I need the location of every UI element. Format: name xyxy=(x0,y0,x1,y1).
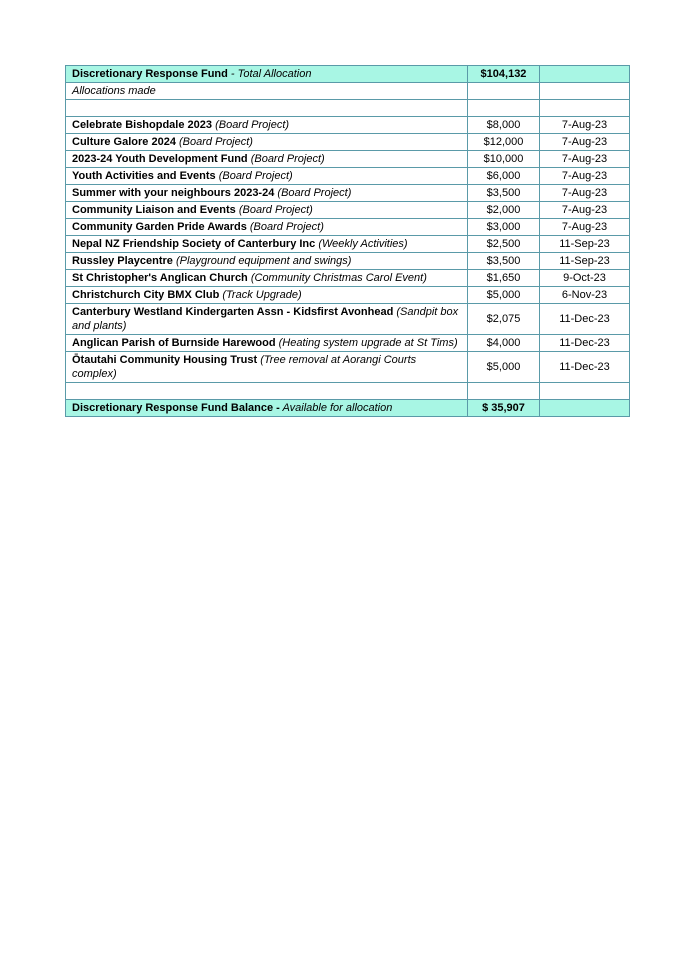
allocation-date: 11-Dec-23 xyxy=(540,304,630,335)
allocation-purpose: (Board Project) xyxy=(274,187,352,199)
allocation-recipient-cell xyxy=(66,134,468,151)
empty-cell xyxy=(66,383,468,400)
header-fund-name: Discretionary Response Fund xyxy=(72,68,228,80)
allocation-row xyxy=(66,236,630,253)
allocation-recipient: Community Garden Pride Awards xyxy=(72,221,247,233)
allocation-date: 11-Sep-23 xyxy=(540,253,630,270)
allocation-amount: $3,500 xyxy=(468,253,540,270)
allocation-recipient: Culture Galore 2024 xyxy=(72,136,176,148)
header-amount: $104,132 xyxy=(468,66,540,83)
allocation-purpose: (Board Project) xyxy=(212,119,290,131)
allocation-amount: $6,000 xyxy=(468,168,540,185)
allocation-recipient-cell xyxy=(66,270,468,287)
allocation-amount: $8,000 xyxy=(468,117,540,134)
balance-amount: $ 35,907 xyxy=(468,400,540,417)
balance-empty-cell xyxy=(540,400,630,417)
allocation-recipient: 2023-24 Youth Development Fund xyxy=(72,153,248,165)
allocations-label-row xyxy=(66,83,630,100)
spacer-row xyxy=(66,383,630,400)
allocation-recipient: Russley Playcentre xyxy=(72,255,173,267)
allocation-row xyxy=(66,117,630,134)
allocation-date: 7-Aug-23 xyxy=(540,168,630,185)
header-fund-desc: - Total Allocation xyxy=(227,68,312,80)
allocation-amount: $1,650 xyxy=(468,270,540,287)
empty-cell xyxy=(468,383,540,400)
allocation-recipient-cell xyxy=(66,304,468,335)
allocation-recipient-cell xyxy=(66,117,468,134)
balance-fund-desc: Available for allocation xyxy=(279,402,393,414)
allocation-recipient: Summer with your neighbours 2023-24 xyxy=(72,187,275,199)
allocation-purpose: (Heating system upgrade at St Tims) xyxy=(275,337,458,349)
allocation-purpose: (Board Project) xyxy=(215,170,293,182)
empty-cell xyxy=(540,83,630,100)
allocation-date: 11-Sep-23 xyxy=(540,236,630,253)
allocation-purpose: (Weekly Activities) xyxy=(315,238,408,250)
allocation-purpose: (Community Christmas Carol Event) xyxy=(247,272,427,284)
allocation-recipient: Nepal NZ Friendship Society of Canterbury Inc xyxy=(72,238,316,250)
allocation-amount: $2,075 xyxy=(468,304,540,335)
allocation-amount: $3,000 xyxy=(468,219,540,236)
allocation-recipient-cell xyxy=(66,168,468,185)
allocation-row xyxy=(66,185,630,202)
allocation-recipient-cell xyxy=(66,335,468,352)
allocation-row xyxy=(66,202,630,219)
balance-row xyxy=(66,400,630,417)
allocation-date: 7-Aug-23 xyxy=(540,134,630,151)
allocation-recipient-cell xyxy=(66,202,468,219)
allocation-recipient: Canterbury Westland Kindergarten Assn - Kidsfirst Avonhead xyxy=(72,306,394,318)
allocation-recipient-cell xyxy=(66,287,468,304)
header-row xyxy=(66,66,630,83)
allocation-amount: $2,500 xyxy=(468,236,540,253)
empty-cell xyxy=(66,100,468,117)
allocation-row xyxy=(66,253,630,270)
empty-cell xyxy=(540,383,630,400)
allocation-recipient-cell xyxy=(66,352,468,383)
allocation-date: 6-Nov-23 xyxy=(540,287,630,304)
allocation-purpose: (Board Project) xyxy=(175,136,253,148)
allocation-amount: $5,000 xyxy=(468,287,540,304)
allocation-date: 7-Aug-23 xyxy=(540,117,630,134)
allocation-date: 7-Aug-23 xyxy=(540,185,630,202)
allocation-recipient-cell xyxy=(66,151,468,168)
allocation-amount: $4,000 xyxy=(468,335,540,352)
allocation-purpose: (Board Project) xyxy=(246,221,324,233)
header-title-cell xyxy=(66,66,468,83)
allocation-amount: $5,000 xyxy=(468,352,540,383)
allocation-date: 7-Aug-23 xyxy=(540,151,630,168)
allocation-amount: $12,000 xyxy=(468,134,540,151)
allocation-recipient: Celebrate Bishopdale 2023 xyxy=(72,119,213,131)
allocation-date: 7-Aug-23 xyxy=(540,219,630,236)
allocation-row xyxy=(66,304,630,335)
allocation-recipient-cell xyxy=(66,219,468,236)
spacer-row xyxy=(66,100,630,117)
allocation-purpose: (Board Project) xyxy=(247,153,325,165)
empty-cell xyxy=(468,83,540,100)
allocation-row xyxy=(66,352,630,383)
allocation-recipient: Ōtautahi Community Housing Trust xyxy=(72,354,258,366)
allocation-row xyxy=(66,168,630,185)
allocation-date: 11-Dec-23 xyxy=(540,335,630,352)
allocation-row xyxy=(66,335,630,352)
allocation-row xyxy=(66,287,630,304)
balance-fund-name: Discretionary Response Fund Balance - xyxy=(72,402,280,414)
allocation-purpose: (Tree removal at Aorangi Courts complex) xyxy=(72,354,417,380)
allocation-amount: $3,500 xyxy=(468,185,540,202)
allocation-row xyxy=(66,219,630,236)
allocation-date: 7-Aug-23 xyxy=(540,202,630,219)
allocation-date: 9-Oct-23 xyxy=(540,270,630,287)
allocation-row xyxy=(66,151,630,168)
allocation-row xyxy=(66,134,630,151)
allocation-recipient-cell xyxy=(66,253,468,270)
allocations-label: Allocations made xyxy=(66,83,468,100)
allocation-recipient: St Christopher's Anglican Church xyxy=(72,272,248,284)
empty-cell xyxy=(540,100,630,117)
allocation-purpose: (Sandpit box and plants) xyxy=(72,306,459,332)
allocation-recipient: Anglican Parish of Burnside Harewood xyxy=(72,337,276,349)
allocation-amount: $10,000 xyxy=(468,151,540,168)
allocation-purpose: (Playground equipment and swings) xyxy=(172,255,352,267)
empty-cell xyxy=(468,100,540,117)
allocation-purpose: (Track Upgrade) xyxy=(219,289,302,301)
allocation-row xyxy=(66,270,630,287)
balance-title-cell xyxy=(66,400,468,417)
allocation-recipient-cell xyxy=(66,236,468,253)
allocation-purpose: (Board Project) xyxy=(235,204,313,216)
allocation-recipient: Christchurch City BMX Club xyxy=(72,289,220,301)
allocation-table xyxy=(65,65,630,417)
header-empty-cell xyxy=(540,66,630,83)
allocation-recipient: Youth Activities and Events xyxy=(72,170,216,182)
allocation-recipient-cell xyxy=(66,185,468,202)
allocation-recipient: Community Liaison and Events xyxy=(72,204,236,216)
allocation-amount: $2,000 xyxy=(468,202,540,219)
allocation-date: 11-Dec-23 xyxy=(540,352,630,383)
